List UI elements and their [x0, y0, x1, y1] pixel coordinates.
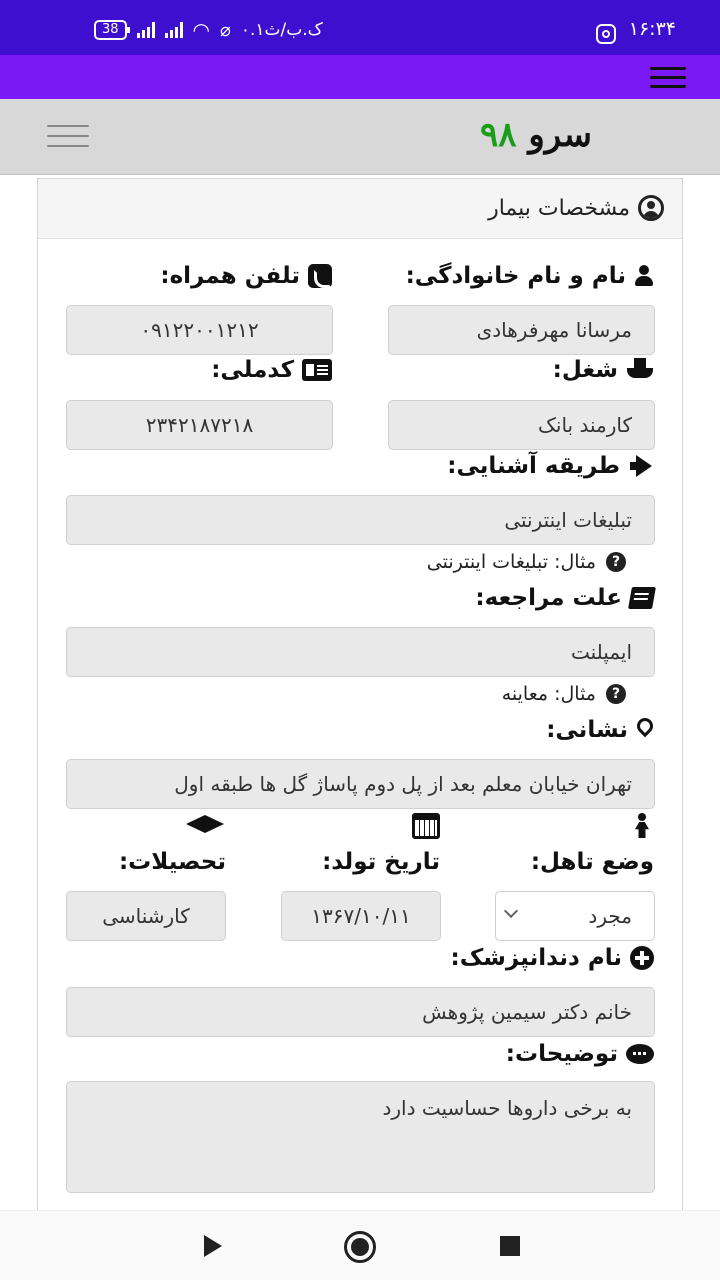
- site-header: [0, 99, 720, 175]
- signal-2-icon: [165, 22, 183, 38]
- wifi-icon: ◠: [192, 18, 210, 42]
- hamburger-icon[interactable]: [47, 125, 89, 147]
- app-bar: [0, 55, 720, 99]
- dentist-field[interactable]: خانم دکتر سیمین پژوهش: [66, 987, 655, 1037]
- acquaint-hint: [427, 551, 626, 573]
- job-field[interactable]: کارمند بانک: [388, 400, 655, 450]
- job-label: [553, 357, 654, 383]
- question-icon: ?: [606, 684, 626, 704]
- home-icon[interactable]: [344, 1231, 376, 1263]
- id-card-icon: [302, 359, 332, 381]
- chevron-down-icon: [504, 904, 518, 918]
- person-icon: [632, 813, 652, 839]
- mute-icon: ⌀: [220, 19, 231, 41]
- address-field[interactable]: تهران خیابان معلم بعد از پل دوم پاساژ گل ها طبقه اول: [66, 759, 655, 809]
- marital-label: وضع تاهل:: [530, 849, 654, 875]
- logo[interactable]: [480, 115, 592, 155]
- plus-circle-icon: [630, 946, 654, 970]
- map-pin-icon: [636, 718, 654, 742]
- acquaint-hint-text: مثال: تبلیغات اینترنتی: [426, 551, 596, 573]
- phone-icon: [308, 264, 332, 288]
- logo-number: ۹۸: [480, 115, 517, 155]
- phone-field[interactable]: ۰۹۱۲۲۰۰۱۲۱۲: [66, 305, 333, 355]
- recent-apps-icon[interactable]: [500, 1236, 520, 1256]
- reason-label-text: علت مراجعه:: [475, 585, 622, 611]
- name-label-text: نام و نام خانوادگی:: [405, 263, 626, 289]
- reason-hint: [502, 683, 626, 705]
- battery-indicator: 38: [94, 20, 127, 40]
- job-label-text: شغل:: [552, 357, 618, 383]
- acquaint-field[interactable]: تبلیغات اینترنتی: [66, 495, 655, 545]
- name-label: [406, 263, 654, 289]
- system-nav-bar: [0, 1210, 720, 1280]
- reason-field[interactable]: ایمپلنت: [66, 627, 655, 677]
- notes-textarea[interactable]: به برخی داروها حساسیت دارد: [66, 1081, 655, 1193]
- megaphone-icon: [628, 455, 654, 477]
- notes-label: [506, 1041, 654, 1067]
- name-field[interactable]: مرسانا مهرفرهادی: [388, 305, 655, 355]
- reason-hint-text: مثال: معاینه: [501, 683, 596, 705]
- question-icon: ?: [606, 552, 626, 572]
- education-label: تحصیلات:: [118, 849, 226, 875]
- dentist-label-text: نام دندانپزشک:: [450, 945, 622, 971]
- phone-label: [160, 263, 332, 289]
- network-speed: ۰.۱ک.ب/ث: [240, 20, 323, 40]
- graduation-cap-icon: [186, 815, 224, 837]
- address-label-text: نشانی:: [546, 717, 628, 743]
- national-id-label-text: کدملی:: [211, 357, 294, 383]
- back-icon[interactable]: [204, 1235, 222, 1257]
- acquaint-label: [447, 453, 654, 479]
- user-circle-icon: [638, 195, 664, 221]
- address-label: [546, 717, 654, 743]
- instagram-icon: [596, 24, 616, 44]
- signal-icon: [137, 22, 155, 38]
- book-icon: [628, 587, 656, 609]
- comment-icon: [626, 1044, 654, 1064]
- national-id-field[interactable]: ۲۳۴۲۱۸۷۲۱۸: [66, 400, 333, 450]
- phone-label-text: تلفن همراه:: [160, 263, 300, 289]
- notes-label-text: توضیحات:: [505, 1041, 618, 1067]
- birth-label: تاریخ تولد:: [322, 849, 440, 875]
- logo-word: سرو: [528, 115, 593, 155]
- dentist-label: [451, 945, 654, 971]
- marital-select[interactable]: [495, 891, 655, 941]
- education-field[interactable]: کارشناسی: [66, 891, 226, 941]
- status-bar: [0, 0, 720, 55]
- ship-icon: [626, 358, 654, 382]
- national-id-label: [211, 357, 332, 383]
- calendar-icon: [412, 813, 440, 839]
- acquaint-label-text: طریقه آشنایی:: [447, 453, 620, 479]
- birth-field[interactable]: ۱۳۶۷/۱۰/۱۱: [281, 891, 441, 941]
- status-time: ۱۶:۳۴: [628, 18, 676, 40]
- user-icon: [634, 265, 654, 287]
- status-left-cluster: [94, 16, 323, 44]
- card-title: مشخصات بیمار: [488, 195, 630, 221]
- marital-value: مجرد: [588, 904, 632, 928]
- menu-icon[interactable]: [650, 67, 686, 88]
- patient-card: [37, 178, 683, 1210]
- card-header: [38, 179, 682, 239]
- reason-label: [475, 585, 654, 611]
